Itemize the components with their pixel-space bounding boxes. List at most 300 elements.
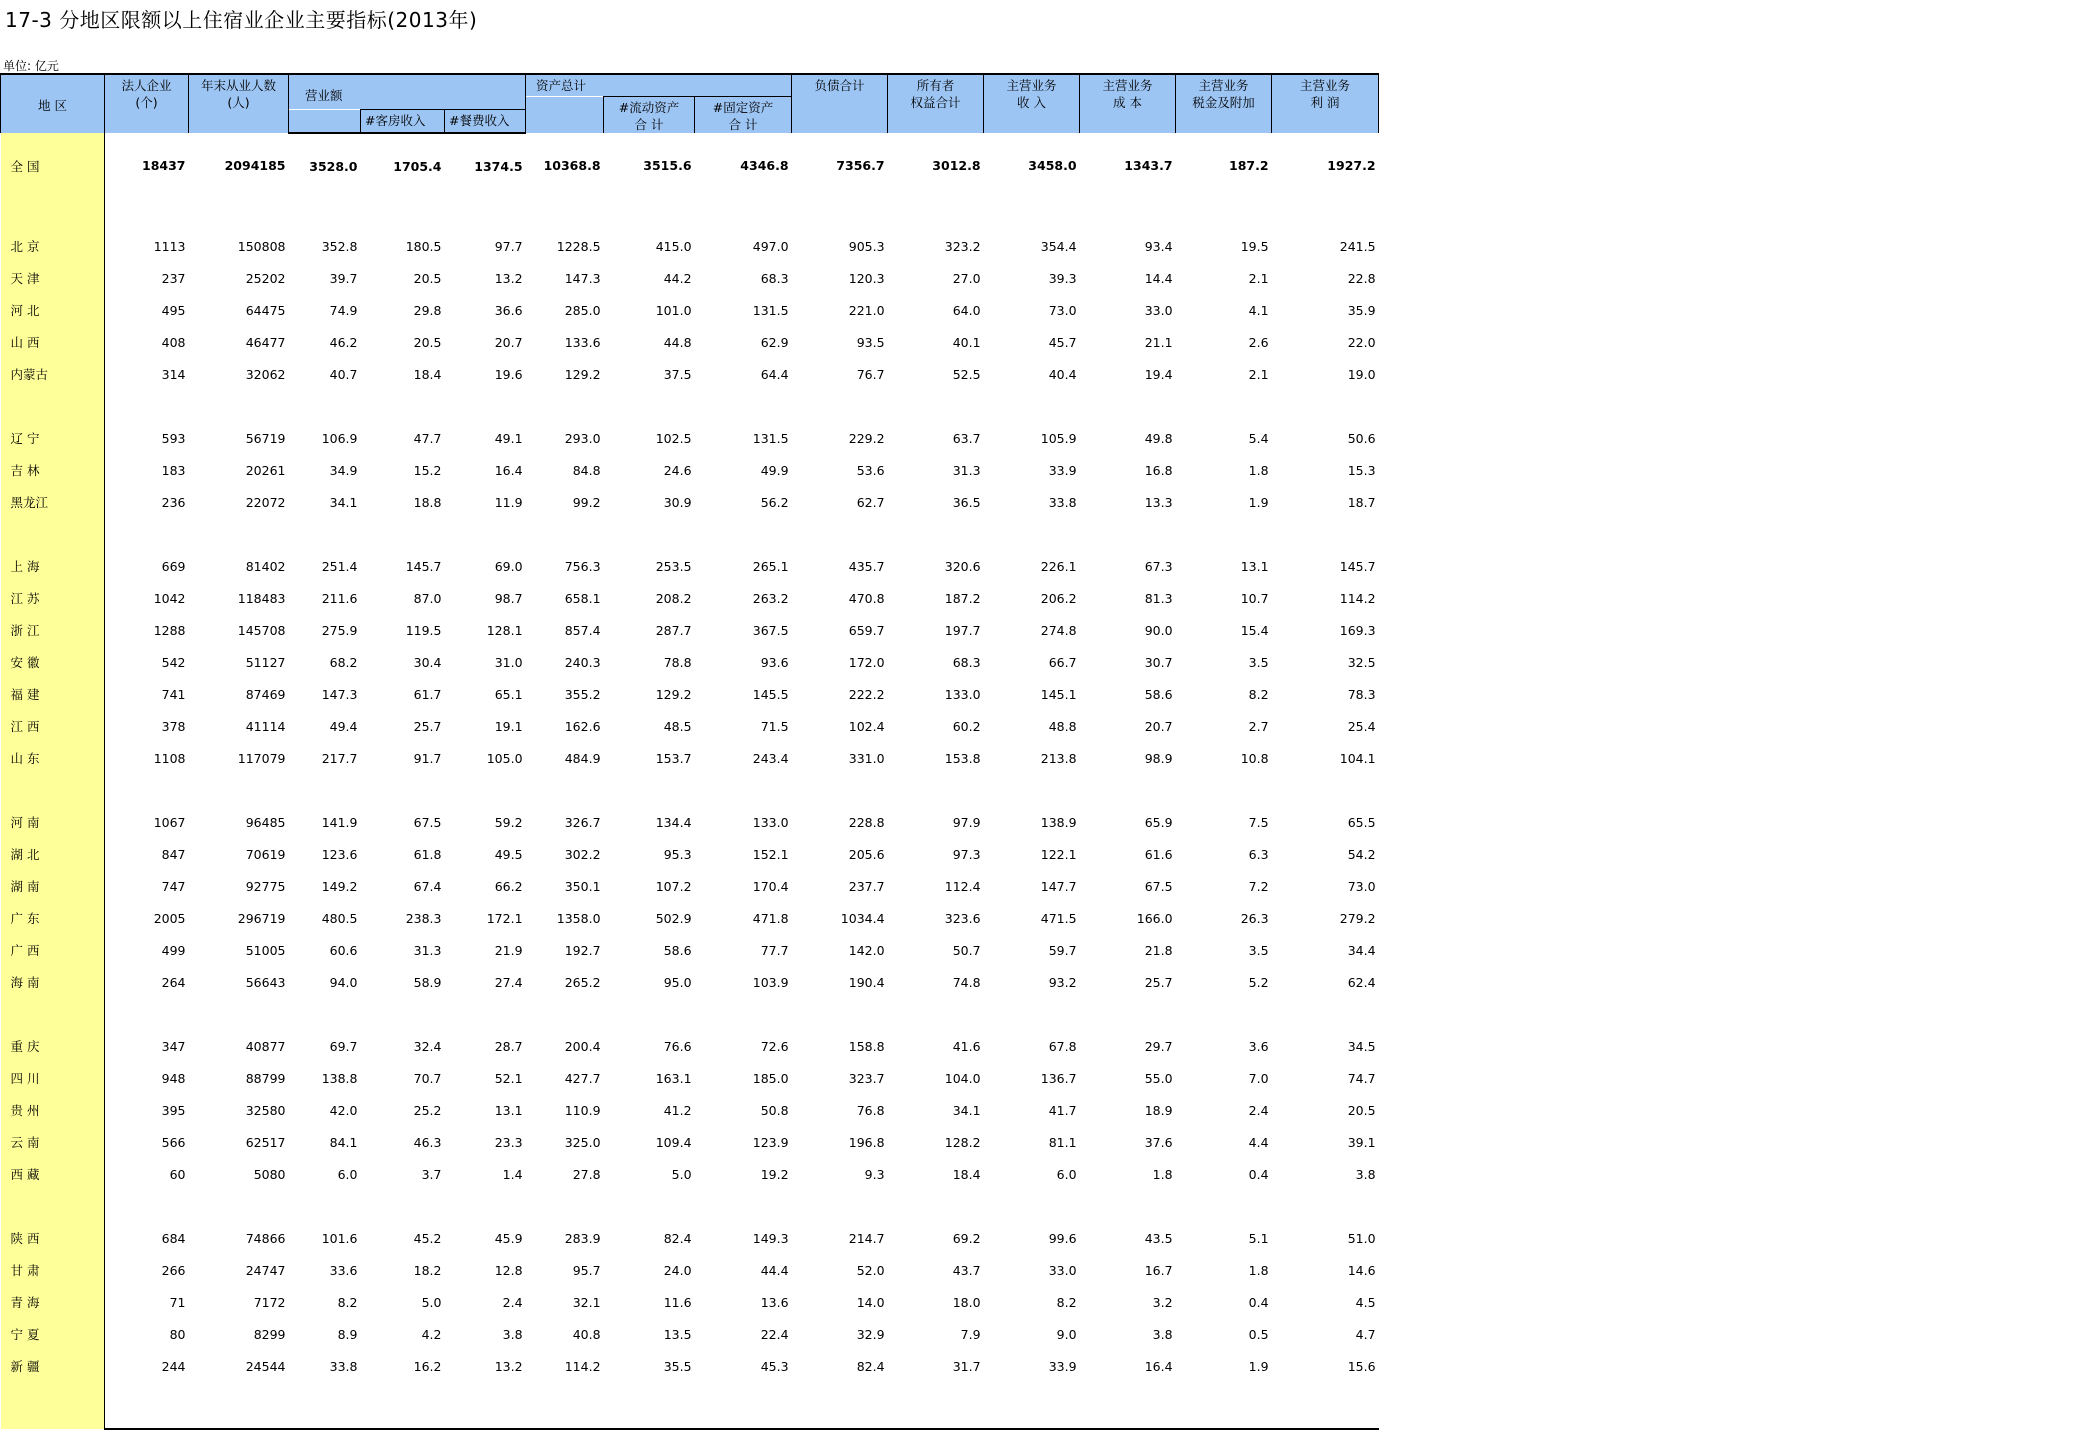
header-region: 地 区: [1, 74, 105, 133]
legal-entities-cell: 314: [161, 366, 186, 382]
room-revenue-cell: 87.0: [413, 590, 442, 606]
table-row: [1, 454, 1379, 486]
table-row: [1, 1350, 1379, 1382]
total-assets-cell: 1358.0: [556, 910, 601, 926]
liabilities-cell: 52.0: [856, 1262, 885, 1278]
owners-equity-cell: 3012.8: [932, 158, 981, 173]
main-profit-cell: 50.6: [1347, 430, 1376, 446]
empty-cell: [289, 1190, 361, 1222]
main-tax-cell: 10.7: [1240, 590, 1269, 606]
spacer-row: [1, 998, 1379, 1030]
main-revenue-cell: 206.2: [1040, 590, 1077, 606]
empty-cell: [1176, 198, 1272, 230]
main-revenue-cell: 138.9: [1040, 814, 1077, 830]
current-assets-cell: 208.2: [655, 590, 692, 606]
food-revenue-cell: 13.2: [494, 1358, 523, 1374]
empty-cell: [604, 518, 695, 550]
main-revenue-cell: 99.6: [1048, 1230, 1077, 1246]
empty-cell: [792, 518, 888, 550]
legal-entities-cell: 499: [161, 942, 186, 958]
total-assets-cell: 285.0: [564, 302, 601, 318]
table-row: [1, 550, 1379, 582]
food-revenue-cell: 98.7: [494, 590, 523, 606]
empty-cell: [888, 1190, 984, 1222]
food-revenue-cell: 45.9: [494, 1230, 523, 1246]
room-revenue-cell: 47.7: [413, 430, 442, 446]
room-revenue-cell: 91.7: [413, 750, 442, 766]
room-revenue-cell: 25.7: [413, 718, 442, 734]
liabilities-cell: 172.0: [848, 654, 885, 670]
revenue-cell: 34.9: [329, 462, 358, 478]
empty-cell: [1080, 1190, 1176, 1222]
employees-cell: 296719: [237, 910, 286, 926]
table-row: [1, 966, 1379, 998]
employees-cell: 118483: [237, 590, 286, 606]
empty-cell: [189, 1382, 289, 1429]
region-cell: [1, 1382, 105, 1429]
page-title: 17-3 分地区限额以上住宿业企业主要指标(2013年): [5, 8, 478, 32]
revenue-cell: 84.1: [329, 1134, 358, 1150]
empty-cell: [695, 1190, 792, 1222]
total-row: [1, 133, 1379, 198]
table-row: [1, 1222, 1379, 1254]
main-tax-cell: 0.5: [1248, 1326, 1269, 1342]
room-revenue-cell: 18.8: [413, 494, 442, 510]
main-revenue-cell: 48.8: [1048, 718, 1077, 734]
total-assets-cell: 192.7: [564, 942, 601, 958]
main-revenue-cell: 59.7: [1048, 942, 1077, 958]
current-assets-cell: 13.5: [663, 1326, 692, 1342]
employees-cell: 32580: [245, 1102, 286, 1118]
empty-cell: [526, 998, 604, 1030]
table-row: [1, 742, 1379, 774]
liabilities-cell: 76.7: [856, 366, 885, 382]
region-cell: 四 川: [1, 1062, 105, 1094]
total-assets-cell: 326.7: [564, 814, 601, 830]
current-assets-cell: 502.9: [655, 910, 692, 926]
header-legal-entities: 法人企业 (个): [105, 74, 189, 133]
fixed-assets-cell: 103.9: [752, 974, 789, 990]
header-current-assets: #流动资产 合 计: [604, 97, 695, 134]
main-cost-cell: 67.3: [1144, 558, 1173, 574]
header-liabilities: 负债合计: [792, 74, 888, 133]
empty-cell: [604, 998, 695, 1030]
owners-equity-cell: 323.6: [944, 910, 981, 926]
owners-equity-cell: 27.0: [952, 270, 981, 286]
main-revenue-cell: 354.4: [1040, 238, 1077, 254]
empty-cell: [105, 774, 189, 806]
owners-equity-cell: 7.9: [960, 1326, 981, 1342]
empty-cell: [526, 518, 604, 550]
empty-cell: [361, 774, 445, 806]
room-revenue-cell: 61.8: [413, 846, 442, 862]
employees-cell: 40877: [245, 1038, 286, 1054]
main-cost-cell: 21.8: [1144, 942, 1173, 958]
room-revenue-cell: 16.2: [413, 1358, 442, 1374]
empty-cell: [984, 1382, 1080, 1429]
revenue-cell: 3528.0: [309, 158, 358, 174]
food-revenue-cell: 21.9: [494, 942, 523, 958]
employees-cell: 74866: [245, 1230, 286, 1246]
revenue-cell: 211.6: [321, 590, 358, 606]
fixed-assets-cell: 44.4: [760, 1262, 789, 1278]
spacer-row: [1, 1190, 1379, 1222]
total-assets-cell: 658.1: [564, 590, 601, 606]
main-tax-cell: 3.5: [1248, 942, 1269, 958]
liabilities-cell: 158.8: [848, 1038, 885, 1054]
owners-equity-cell: 34.1: [952, 1102, 981, 1118]
total-assets-cell: 240.3: [564, 654, 601, 670]
total-assets-cell: 283.9: [564, 1230, 601, 1246]
header-fixed-assets: #固定资产 合 计: [695, 97, 792, 134]
empty-cell: [792, 1190, 888, 1222]
total-assets-cell: 110.9: [564, 1102, 601, 1118]
current-assets-cell: 287.7: [655, 622, 692, 638]
empty-cell: [888, 998, 984, 1030]
main-profit-cell: 18.7: [1347, 494, 1376, 510]
room-revenue-cell: 58.9: [413, 974, 442, 990]
revenue-cell: 74.9: [329, 302, 358, 318]
main-profit-cell: 74.7: [1347, 1070, 1376, 1086]
room-revenue-cell: 3.7: [421, 1166, 442, 1182]
region-cell: 江 苏: [1, 582, 105, 614]
empty-cell: [1080, 198, 1176, 230]
region-cell: 上 海: [1, 550, 105, 582]
filler-row: [1, 1382, 1379, 1429]
food-revenue-cell: 36.6: [494, 302, 523, 318]
empty-cell: [888, 1382, 984, 1429]
current-assets-cell: 24.6: [663, 462, 692, 478]
owners-equity-cell: 18.0: [952, 1294, 981, 1310]
owners-equity-cell: 31.7: [952, 1358, 981, 1374]
owners-equity-cell: 128.2: [944, 1134, 981, 1150]
empty-cell: [105, 1190, 189, 1222]
main-revenue-cell: 147.7: [1040, 878, 1077, 894]
main-cost-cell: 93.4: [1144, 238, 1173, 254]
legal-entities-cell: 80: [169, 1326, 186, 1342]
liabilities-cell: 331.0: [848, 750, 885, 766]
spacer-row: [1, 198, 1379, 230]
legal-entities-cell: 669: [161, 558, 186, 574]
empty-cell: [189, 390, 289, 422]
main-tax-cell: 19.5: [1240, 238, 1269, 254]
revenue-cell: 69.7: [329, 1038, 358, 1054]
main-tax-cell: 5.1: [1248, 1230, 1269, 1246]
main-cost-cell: 16.4: [1144, 1358, 1173, 1374]
header-total-assets: 资产总计: [526, 74, 792, 97]
table-row: [1, 838, 1379, 870]
employees-cell: 5080: [253, 1166, 286, 1182]
revenue-cell: 33.8: [329, 1358, 358, 1374]
legal-entities-cell: 1113: [153, 238, 186, 254]
main-revenue-cell: 105.9: [1040, 430, 1077, 446]
fixed-assets-cell: 49.9: [760, 462, 789, 478]
main-revenue-cell: 9.0: [1056, 1326, 1077, 1342]
main-profit-cell: 73.0: [1347, 878, 1376, 894]
food-revenue-cell: 27.4: [494, 974, 523, 990]
liabilities-cell: 120.3: [848, 270, 885, 286]
revenue-cell: 60.6: [329, 942, 358, 958]
legal-entities-cell: 741: [161, 686, 186, 702]
fixed-assets-cell: 93.6: [760, 654, 789, 670]
main-tax-cell: 1.8: [1248, 462, 1269, 478]
fixed-assets-cell: 4346.8: [740, 158, 789, 173]
table-row: [1, 1318, 1379, 1350]
table-body: [1, 133, 1379, 1429]
liabilities-cell: 222.2: [848, 686, 885, 702]
empty-cell: [984, 198, 1080, 230]
main-profit-cell: 54.2: [1347, 846, 1376, 862]
legal-entities-cell: 237: [161, 270, 186, 286]
current-assets-cell: 102.5: [655, 430, 692, 446]
revenue-cell: 6.0: [337, 1166, 358, 1182]
main-cost-cell: 55.0: [1144, 1070, 1173, 1086]
header-employees: 年末从业人数 (人): [189, 74, 289, 133]
food-revenue-cell: 49.5: [494, 846, 523, 862]
employees-cell: 96485: [245, 814, 286, 830]
table-row: [1, 1094, 1379, 1126]
main-cost-cell: 81.3: [1144, 590, 1173, 606]
current-assets-cell: 107.2: [655, 878, 692, 894]
total-assets-cell: 129.2: [564, 366, 601, 382]
empty-cell: [105, 998, 189, 1030]
main-profit-cell: 241.5: [1339, 238, 1376, 254]
empty-cell: [361, 518, 445, 550]
empty-cell: [1272, 198, 1379, 230]
food-revenue-cell: 105.0: [486, 750, 523, 766]
region-cell: [1, 518, 105, 550]
empty-cell: [695, 998, 792, 1030]
main-revenue-cell: 39.3: [1048, 270, 1077, 286]
owners-equity-cell: 68.3: [952, 654, 981, 670]
employees-cell: 81402: [245, 558, 286, 574]
main-profit-cell: 4.5: [1355, 1294, 1376, 1310]
fixed-assets-cell: 185.0: [752, 1070, 789, 1086]
main-revenue-cell: 93.2: [1048, 974, 1077, 990]
revenue-cell: 49.4: [329, 718, 358, 734]
employees-cell: 24747: [245, 1262, 286, 1278]
current-assets-cell: 11.6: [663, 1294, 692, 1310]
total-assets-cell: 84.8: [572, 462, 601, 478]
owners-equity-cell: 60.2: [952, 718, 981, 734]
table-row: [1, 1126, 1379, 1158]
current-assets-cell: 48.5: [663, 718, 692, 734]
main-cost-cell: 49.8: [1144, 430, 1173, 446]
region-cell: 全 国: [1, 133, 105, 198]
room-revenue-cell: 15.2: [413, 462, 442, 478]
region-cell: [1, 390, 105, 422]
table-row: [1, 646, 1379, 678]
main-profit-cell: 34.4: [1347, 942, 1376, 958]
table-row: [1, 262, 1379, 294]
owners-equity-cell: 74.8: [952, 974, 981, 990]
spacer-row: [1, 390, 1379, 422]
room-revenue-cell: 61.7: [413, 686, 442, 702]
empty-cell: [361, 1190, 445, 1222]
region-cell: 海 南: [1, 966, 105, 998]
food-revenue-cell: 11.9: [494, 494, 523, 510]
total-assets-cell: 200.4: [564, 1038, 601, 1054]
fixed-assets-cell: 56.2: [760, 494, 789, 510]
empty-cell: [792, 390, 888, 422]
empty-cell: [695, 1382, 792, 1429]
revenue-cell: 138.8: [321, 1070, 358, 1086]
revenue-cell: 8.2: [337, 1294, 358, 1310]
empty-cell: [695, 198, 792, 230]
employees-cell: 46477: [245, 334, 286, 350]
current-assets-cell: 163.1: [655, 1070, 692, 1086]
main-cost-cell: 3.8: [1152, 1326, 1173, 1342]
empty-cell: [361, 998, 445, 1030]
empty-cell: [526, 390, 604, 422]
owners-equity-cell: 97.3: [952, 846, 981, 862]
main-cost-cell: 29.7: [1144, 1038, 1173, 1054]
main-revenue-cell: 471.5: [1040, 910, 1077, 926]
fixed-assets-cell: 123.9: [752, 1134, 789, 1150]
liabilities-cell: 323.7: [848, 1070, 885, 1086]
legal-entities-cell: 1288: [153, 622, 186, 638]
main-revenue-cell: 45.7: [1048, 334, 1077, 350]
main-tax-cell: 1.9: [1248, 1358, 1269, 1374]
empty-cell: [361, 390, 445, 422]
total-assets-cell: 162.6: [564, 718, 601, 734]
legal-entities-cell: 18437: [142, 158, 186, 173]
employees-cell: 56643: [245, 974, 286, 990]
current-assets-cell: 82.4: [663, 1230, 692, 1246]
total-assets-cell: 265.2: [564, 974, 601, 990]
total-assets-cell: 756.3: [564, 558, 601, 574]
main-tax-cell: 7.0: [1248, 1070, 1269, 1086]
room-revenue-cell: 31.3: [413, 942, 442, 958]
fixed-assets-cell: 133.0: [752, 814, 789, 830]
owners-equity-cell: 133.0: [944, 686, 981, 702]
room-revenue-cell: 145.7: [405, 558, 442, 574]
main-profit-cell: 4.7: [1355, 1326, 1376, 1342]
employees-cell: 56719: [245, 430, 286, 446]
main-cost-cell: 90.0: [1144, 622, 1173, 638]
header-revenue: 营业额: [289, 74, 526, 110]
food-revenue-cell: 23.3: [494, 1134, 523, 1150]
food-revenue-cell: 52.1: [494, 1070, 523, 1086]
main-cost-cell: 16.8: [1144, 462, 1173, 478]
empty-cell: [1272, 998, 1379, 1030]
legal-entities-cell: 948: [161, 1070, 186, 1086]
food-revenue-cell: 16.4: [494, 462, 523, 478]
fixed-assets-cell: 170.4: [752, 878, 789, 894]
legal-entities-cell: 236: [161, 494, 186, 510]
food-revenue-cell: 13.2: [494, 270, 523, 286]
empty-cell: [445, 774, 526, 806]
main-cost-cell: 58.6: [1144, 686, 1173, 702]
empty-cell: [1272, 1382, 1379, 1429]
header-room-revenue: #客房收入: [361, 110, 445, 134]
liabilities-cell: 905.3: [848, 238, 885, 254]
room-revenue-cell: 67.4: [413, 878, 442, 894]
employees-cell: 24544: [245, 1358, 286, 1374]
main-profit-cell: 1927.2: [1327, 158, 1376, 173]
region-cell: [1, 198, 105, 230]
main-cost-cell: 19.4: [1144, 366, 1173, 382]
empty-cell: [888, 774, 984, 806]
current-assets-cell: 134.4: [655, 814, 692, 830]
main-cost-cell: 20.7: [1144, 718, 1173, 734]
main-profit-cell: 22.8: [1347, 270, 1376, 286]
room-revenue-cell: 32.4: [413, 1038, 442, 1054]
liabilities-cell: 9.3: [864, 1166, 885, 1182]
employees-cell: 150808: [237, 238, 286, 254]
revenue-cell: 251.4: [321, 558, 358, 574]
liabilities-cell: 93.5: [856, 334, 885, 350]
legal-entities-cell: 2005: [153, 910, 186, 926]
food-revenue-cell: 31.0: [494, 654, 523, 670]
table-row: [1, 294, 1379, 326]
current-assets-cell: 3515.6: [643, 158, 692, 173]
total-assets-cell: 27.8: [572, 1166, 601, 1182]
main-tax-cell: 15.4: [1240, 622, 1269, 638]
revenue-cell: 141.9: [321, 814, 358, 830]
legal-entities-cell: 183: [161, 462, 186, 478]
revenue-cell: 352.8: [321, 238, 358, 254]
empty-cell: [445, 390, 526, 422]
unit-label: 单位: 亿元: [3, 59, 59, 73]
empty-cell: [888, 518, 984, 550]
total-assets-cell: 325.0: [564, 1134, 601, 1150]
legal-entities-cell: 1108: [153, 750, 186, 766]
table-row: [1, 1254, 1379, 1286]
main-revenue-cell: 136.7: [1040, 1070, 1077, 1086]
empty-cell: [1176, 774, 1272, 806]
liabilities-cell: 435.7: [848, 558, 885, 574]
empty-cell: [289, 198, 361, 230]
empty-cell: [361, 1382, 445, 1429]
total-assets-cell: 484.9: [564, 750, 601, 766]
empty-cell: [1080, 774, 1176, 806]
fixed-assets-cell: 497.0: [752, 238, 789, 254]
region-cell: 西 藏: [1, 1158, 105, 1190]
food-revenue-cell: 69.0: [494, 558, 523, 574]
table-row: [1, 326, 1379, 358]
table-row: [1, 422, 1379, 454]
main-revenue-cell: 8.2: [1056, 1294, 1077, 1310]
revenue-cell: 34.1: [329, 494, 358, 510]
empty-cell: [361, 198, 445, 230]
main-tax-cell: 5.4: [1248, 430, 1269, 446]
fixed-assets-cell: 77.7: [760, 942, 789, 958]
main-tax-cell: 0.4: [1248, 1294, 1269, 1310]
employees-cell: 70619: [245, 846, 286, 862]
region-cell: 广 西: [1, 934, 105, 966]
fixed-assets-cell: 64.4: [760, 366, 789, 382]
total-assets-cell: 95.7: [572, 1262, 601, 1278]
empty-cell: [189, 774, 289, 806]
main-tax-cell: 4.4: [1248, 1134, 1269, 1150]
food-revenue-cell: 128.1: [486, 622, 523, 638]
table-row: [1, 1286, 1379, 1318]
empty-cell: [526, 1382, 604, 1429]
region-cell: 云 南: [1, 1126, 105, 1158]
spacer-row: [1, 774, 1379, 806]
header-main-cost: 主营业务 成 本: [1080, 74, 1176, 133]
table-header: [1, 74, 1379, 133]
legal-entities-cell: 495: [161, 302, 186, 318]
main-tax-cell: 3.5: [1248, 654, 1269, 670]
current-assets-cell: 95.0: [663, 974, 692, 990]
main-revenue-cell: 3458.0: [1028, 158, 1077, 173]
liabilities-cell: 62.7: [856, 494, 885, 510]
legal-entities-cell: 395: [161, 1102, 186, 1118]
total-assets-cell: 114.2: [564, 1358, 601, 1374]
main-profit-cell: 35.9: [1347, 302, 1376, 318]
